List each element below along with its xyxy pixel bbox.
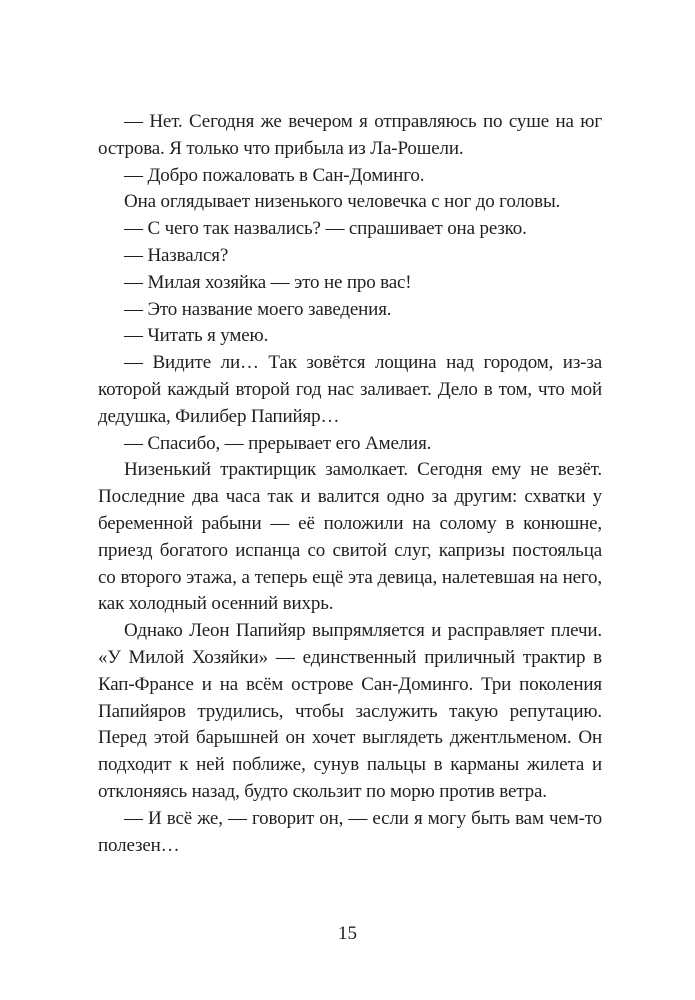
paragraph: Однако Леон Папийяр выпрямляется и расправляет плечи. «У Милой Хозяйки» — единственный приличный трактир в Кап-Франсе и на всём острове Сан-Доминго. Три поколения Папийяров трудились, чтобы заслужить такую репутацию. Перед этой барышней он хочет выглядеть джентльменом. Он подходит к ней поближе, сунув пальцы в карманы жилета и отклоняясь назад, будто скользит по морю против ветра. xyxy=(98,620,602,802)
paragraph: Низенький трактирщик замолкает. Сегодня ему не везёт. Последние два часа так и валится одно за другим: схватки у беременной рабыни — её положили на солому в конюшне, приезд богатого испанца со свитой слуг, капризы постояльца со второго этажа, а теперь ещё эта девица, налетевшая на него, как холодный осенний вихрь. xyxy=(98,459,602,615)
paragraph: Она оглядывает низенького человечка с ног до головы. xyxy=(124,191,561,213)
paragraph: — С чего так назвались? — спрашивает она резко. xyxy=(124,218,527,240)
paragraph: — Читать я умею. xyxy=(124,325,269,347)
book-page-text xyxy=(98,109,602,859)
paragraph: — Добро пожаловать в Сан-Доминго. xyxy=(124,164,425,186)
paragraph: — Видите ли… Так зовётся лощина над городом, из-за которой каждый второй год нас заливает. Дело в том, что мой дедушка, Филибер Папийяр… xyxy=(98,352,602,427)
paragraph: — Милая хозяйка — это не про вас! xyxy=(124,271,412,293)
page-number: 15 xyxy=(338,923,357,944)
paragraph: — Назвался? xyxy=(124,244,229,266)
paragraph: — Это название моего заведения. xyxy=(124,298,392,320)
paragraph: — Спасибо, — прерывает его Амелия. xyxy=(124,432,432,454)
paragraph: — Нет. Сегодня же вечером я отправляюсь по суше на юг острова. Я только что прибыла из Ла-Рошели. xyxy=(98,111,602,159)
paragraph: — И всё же, — говорит он, — если я могу быть вам чем-то полезен… xyxy=(98,807,602,856)
